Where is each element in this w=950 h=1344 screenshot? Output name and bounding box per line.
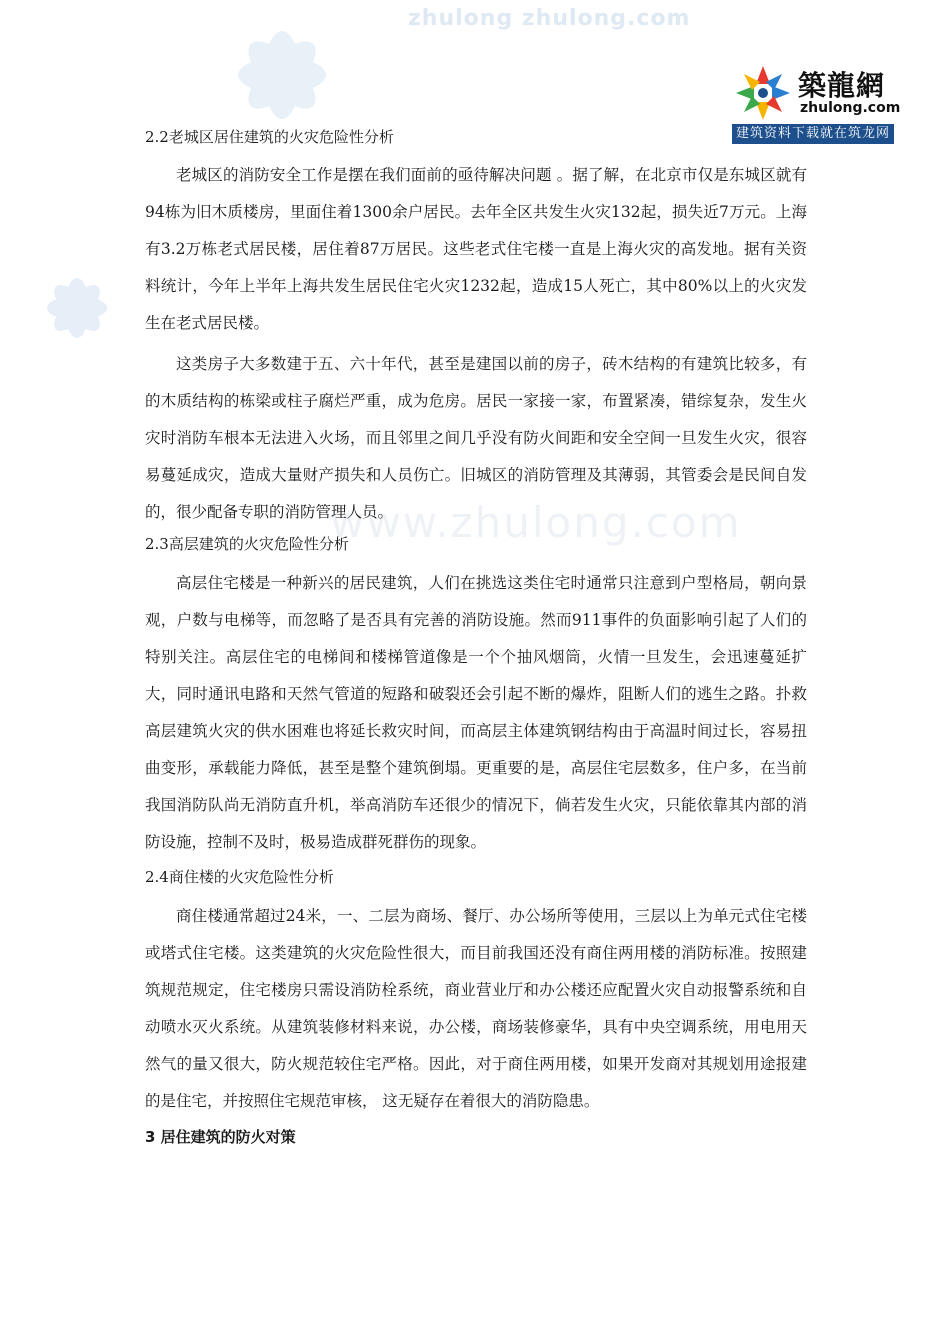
paragraph: 这类房子大多数建于五、六十年代，甚至是建国以前的房子，砖木结构的有建筑比较多，有的木质结构的栋梁或柱子腐烂严重，成为危房。居民一家接一家，布置紧凑，错综复杂，发生火灾时消防车根本无法进入火场，而且邻里之间几乎没有防火间距和安全空间一旦发生火灾，很容易蔓延成灾，造成大量财产损失和人员伤亡。旧城区的消防管理及其薄弱，其管委会是民间自发的，很少配备专职的消防管理人员。 [145, 355, 807, 521]
logo-chinese-name: 築龍網 [798, 69, 886, 102]
section-heading: 2.3高层建筑的火灾危险性分析 [145, 535, 349, 553]
chapter-heading: 3 居住建筑的防火对策 [145, 1128, 296, 1146]
paragraph: 商住楼通常超过24米，一、二层为商场、餐厅、办公场所等使用，三层以上为单元式住宅楼或塔式住宅楼。这类建筑的火灾危险性很大，而目前我国还没有商住两用楼的消防标准。按照建筑规范规定，住宅楼房只需设消防栓系统，商业营业厅和办公楼还应配置火灾自动报警系统和自动喷水灭火系统。从建筑装修材料来说，办公楼，商场装修豪华，具有中央空调系统，用电用天然气的量又很大，防火规范较住宅严格。因此，对于商住两用楼，如果开发商对其规划用途报建的是住宅，并按照住宅规范审核， 这无疑存在着很大的消防隐患。 [145, 907, 807, 1110]
section-heading: 2.2老城区居住建筑的火灾危险性分析 [145, 128, 394, 146]
paragraph: 老城区的消防安全工作是摆在我们面前的亟待解决问题 。据了解，在北京市仅是东城区就有94栋为旧木质楼房，里面住着1300余户居民。去年全区共发生火灾132起，损失近7万元。上海有3.2万栋老式居民楼，居住着87万居民。这些老式住宅楼一直是上海火灾的高发地。据有关资料统计，今年上半年上海共发生居民住宅火灾1232起，造成15人死亡，其中80%以上的火灾发生在老式居民楼。 [145, 166, 807, 332]
section-heading: 2.4商住楼的火灾危险性分析 [145, 868, 334, 886]
paragraph: 高层住宅楼是一种新兴的居民建筑，人们在挑选这类住宅时通常只注意到户型格局，朝向景观，户数与电梯等，而忽略了是否具有完善的消防设施。然而911事件的负面影响引起了人们的特别关注。高层住宅的电梯间和楼梯管道像是一个个抽风烟筒，火情一旦发生，会迅速蔓延扩大，同时通讯电路和天然气管道的短路和破裂还会引起不断的爆炸，阻断人们的逃生之路。扑救高层建筑火灾的供水困难也将延长救灾时间，而高层主体建筑钢结构由于高温时间过长，容易扭曲变形，承载能力降低，甚至是整个建筑倒塌。更重要的是，高层住宅层数多，住户多，在当前我国消防队尚无消防直升机，举高消防车还很少的情况下，倘若发生火灾，只能依靠其内部的消防设施，控制不及时，极易造成群死群伤的现象。 [145, 574, 807, 851]
zhulong-logo-mark-icon [734, 64, 792, 122]
logo-domain: zhulong.com [800, 100, 901, 116]
watermark-flower-icon [38, 272, 116, 344]
watermark-center-text: www.zhulong.com [330, 498, 742, 547]
logo-slogan: 建筑资料下载就在筑龙网 [732, 124, 894, 144]
watermark-top-text: zhulong zhulong.com [408, 6, 691, 31]
watermark-flower-icon [222, 20, 342, 130]
document-body [145, 126, 807, 1148]
